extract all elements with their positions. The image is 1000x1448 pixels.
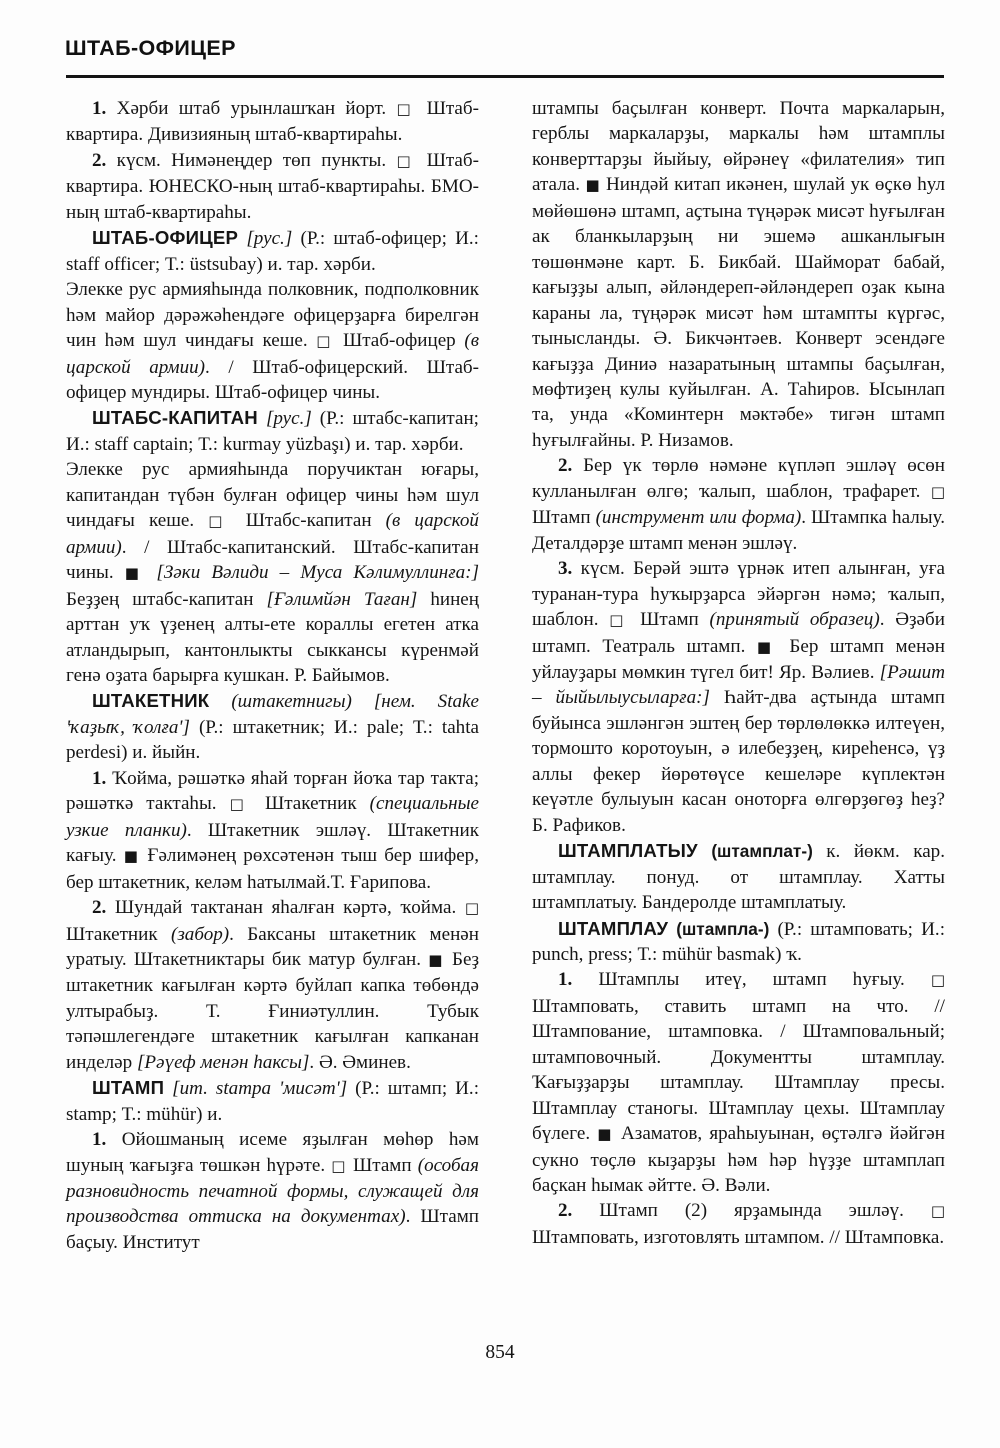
sense-marker: ■ xyxy=(428,950,445,969)
sense-marker: ■ xyxy=(124,564,146,583)
sense-number: 1. xyxy=(92,767,107,789)
entry-paragraph: Элекке рус армияһында полковник, подполковник һәм майор дәрәжәһендәге офицерҙарға бирелгән чин һәм шул чиндағы кеше. □ Штаб-офицер (в царской армии). / Штаб-офицерский. Штаб-офицер мундиры. Штаб-офицер чины. xyxy=(66,279,480,403)
right-column xyxy=(532,96,945,1250)
gloss: (в царской армии) xyxy=(66,330,479,378)
sense-marker: □ xyxy=(464,899,479,918)
gloss: (штакетнигы) xyxy=(231,691,352,713)
sense-number: 2. xyxy=(558,1200,573,1222)
sense-marker: □ xyxy=(208,512,232,531)
sense-marker: □ xyxy=(930,1202,945,1221)
sense-marker: □ xyxy=(316,332,335,351)
dictionary-entry: ШТАМП [ит. stampa 'мисәт'] (Р.: штамп; И.: stamp; Т.: mühür) и. xyxy=(66,1077,479,1125)
entry-paragraph: 2. Бер үк төрлө нәмәне күпләп эшләү өсөн кулланылған өлгө; ҡалып, шаблон, трафарет. □ Штамп (инструмент или форма). Штампка һалыу. Деталдәрҙе штамп менән эшләү. xyxy=(532,455,945,554)
running-head: ШТАБ-ОФИЦЕР xyxy=(65,36,236,60)
entry-paragraph: 3. күсм. Берәй эштә үрнәк итеп алынған, уға туранан-тура һуҡырҙарса эйәргән нәмә; ҡалып, шаблон. □ Штамп (принятый образец). Әҙәби штамп. Театраль штамп. ■ Бер штамп менән уйлауҙары мөмкин түгел бит! Яр. Вәлиев. [Рәшит – йыйылыусыларға:] Һайт-два аҫтында штамп буйынса эшләнгән эштең бер төрлөлөккә илтеүен, тормошто коротоуын, ә илебеҙҙең, киреһенсә, үҙ аллы фекер йөрөтөүсе кешеләре күплектән кеүәтле булыуын касан оноторға өлгөрҙөгөҙ һеҙ? Б. Рафиков. xyxy=(532,558,945,836)
headword-form: (штампла-) xyxy=(676,918,770,939)
bracket-note: [рус.] xyxy=(265,408,312,430)
sense-marker: □ xyxy=(331,1156,347,1175)
sense-marker: □ xyxy=(609,611,630,630)
sense-number: 1. xyxy=(558,969,573,991)
sense-marker: ■ xyxy=(756,637,778,656)
sense-number: 3. xyxy=(558,558,573,580)
gloss: (специальные узкие планки) xyxy=(66,793,479,841)
entry-paragraph: Элекке рус армияһында поручиктан юғары, капитандан түбән булған офицер чины һәм шул чиндағы кеше. □ Штабс-капитан (в царской армии). / Штабс-капитанский. Штабс-капитан чины. ■ [Зәки Вәлиди – Муса Кәлимуллинға:] Беҙҙең штабс-капитан [Ғәлимйән Таған] һинең арттан уҡ үҙенең алты-ете кораллы егетен атка атландырып, кантонлыкты сыккансы күренмәй генә оҙата барырға кушкан. Р. Байымов. xyxy=(66,459,480,686)
dictionary-entry: ШТАБС-КАПИТАН [рус.] (Р.: штабс-капитан; И.: staff captain; Т.: kurmay yüzbaşı) и. тар. хәрби. xyxy=(66,407,479,455)
dictionary-entry: ШТАМПЛАУ (штампла-) (Р.: штамповать; И.: punch, press; Т.: mühür basmak) ҡ. xyxy=(532,917,945,965)
headword: ШТАМПЛАУ xyxy=(558,917,669,939)
sense-marker: ■ xyxy=(585,176,601,195)
sense-marker: ■ xyxy=(597,1125,614,1144)
sense-number: 1. xyxy=(92,1129,107,1151)
headword: ШТАКЕТНИК xyxy=(92,690,210,712)
dictionary-entry: ШТАБ-ОФИЦЕР [рус.] (Р.: штаб-офицер; И.: staff officer; Т.: üstsubay) и. тар. хәрби. xyxy=(66,227,479,275)
gloss: (в царской армии) xyxy=(66,510,479,558)
gloss: (особая разновидность печатной формы, служащей для производства оттиска на документах) xyxy=(66,1154,479,1228)
headword: ШТАМП xyxy=(92,1077,165,1099)
sense-number: 2. xyxy=(92,897,107,919)
left-column xyxy=(66,96,479,1255)
entry-paragraph: 2. күсм. Нимәнеңдер төп пункты. □ Штаб-квартира. ЮНЕСКО-ның штаб-квартираһы. БМО-ның штаб-квартираһы. xyxy=(66,149,479,223)
bracket-note: [ит. stampa 'мисәт'] xyxy=(172,1078,348,1100)
headword-form: (штамплат-) xyxy=(711,841,813,862)
headword: ШТАМПЛАТЫУ xyxy=(558,840,698,862)
sense-number: 2. xyxy=(92,149,107,171)
header-rule xyxy=(66,75,944,78)
entry-paragraph: 1. Хәрби штаб урынлашҡан йорт. □ Штаб-квартира. Дивизияның штаб-квартираһы. xyxy=(66,98,479,146)
dictionary-entry: ШТАМПЛАТЫУ (штамплат-) к. йөкм. кар. штамплау. понуд. от штамплау. Хатты штамплатыу. Бандеролде штамплатыу. xyxy=(532,840,945,914)
entry-paragraph: 1. Ҡойма, рәшәткә яһай торған йоҡа тар такта; рәшәткә тактаһы. □ Штакетник (специальные узкие планки). Штакетник эшләү. Штакетник кағыу. ■ Ғәлимәнең рөхсәтенән тыш бер шифер, бер штакетник, келәм һатылмай.Т. Ғарипова. xyxy=(66,767,479,893)
gloss: (принятый образец) xyxy=(709,609,880,631)
entry-paragraph: 1. Ойошманың исеме яҙылған мөһөр һәм шуның ҡағыҙға төшкән һүрәте. □ Штамп (особая разновидность печатной формы, служащей для производства оттиска на документах). Штамп баҫыу. Институт xyxy=(66,1129,479,1253)
sense-marker: □ xyxy=(396,151,417,170)
bracket-note: [нем. Stake 'ҡаҙыҡ, ҡолға'] xyxy=(66,691,479,738)
page-number: 854 xyxy=(485,1342,515,1363)
sense-marker: □ xyxy=(930,482,945,501)
gloss: (инструмент или форма) xyxy=(595,507,802,529)
sense-number: 2. xyxy=(558,455,573,477)
gloss: (забор) xyxy=(171,923,230,945)
entry-paragraph: штампы баҫылған конверт. Почта маркаларын, герблы маркаларҙы, маркалы һәм штамплы конверттарҙы йыйыу, өйрәнеү «филателия» тип атала. ■ Ниндәй китап икәнен, шулай ук өҫкө һул мөйөшөнә штамп, аҫтына түңәрәк мисәт һуғылған ак бланкыларҙың ни эшемә ашканлығын төшөнмәне карт. Б. Бикбай. Шайморат бабай, кағыҙҙы алып, әйләндереп-әйләндереп оҙак кына караны ла, түңәрәк мисәт һәм штампты күргәс, тынысланды. Ә. Бикчәнтәев. Конверт эсендәге кағыҙҙа Диниә назаратының штампы баҫылған, мөфтиҙең кулы куйылған. А. Таһиров. Ысынлап та, унда «Коминтерн мәктәбе» тигән штамп һуғылғайны. Р. Низамов. xyxy=(532,98,945,451)
entry-paragraph: 1. Штамплы итеү, штамп һуғыу. □ Штамповать, ставить штамп на что. // Штампование, штамповка. / Штамповальный; штамповочный. Документты штамплау. Ҡағыҙҙарҙы штамплау. Штамплау пресы. Штамплау станогы. Штамплау цехы. Штамплау бүлеге. ■ Азаматов, яраһыуынан, өҫтәлгә йәйгән сукно төҫлө кыҙарҙы һәм һәр һүҙҙе штамплап баҫкан һымак әйтте. Ә. Вәли. xyxy=(532,969,945,1197)
headword: ШТАБС-КАПИТАН xyxy=(92,407,258,429)
bracket-note: [Рәшит – йыйылыусыларға:] xyxy=(532,661,945,709)
entry-paragraph: 2. Шундай тактанан яһалған кәртә, ҡойма. □ Штакетник (забор). Баксаны штакетник менән уратыу. Штакетниктары бик матур булған. ■ Беҙ штакетник кағылған кәртә буйлап капка төбөндә ултырабыҙ. Т. Ғиниәтуллин. Тубык тәпәшлегендәге штакетник кағылған капканан инделәр [Рәүеф менән һаксы]. Ә. Әминев. xyxy=(66,897,480,1073)
bracket-note: [Зәки Вәлиди – Муса Кәлимуллинға:] xyxy=(156,562,479,584)
entry-paragraph: 2. Штамп (2) ярҙамында эшләү. □ Штамповать, изготовлять штампом. // Штамповка. xyxy=(532,1200,945,1248)
sense-marker: □ xyxy=(396,100,417,118)
sense-number: 1. xyxy=(92,98,107,119)
dictionary-entry: ШТАКЕТНИК (штакетнигы) [нем. Stake 'ҡаҙыҡ, ҡолға'] (Р.: штакетник; И.: pale; Т.: tahta perdesi) и. йыйн. xyxy=(66,690,479,764)
sense-marker: ■ xyxy=(123,847,141,866)
bracket-note: [рус.] xyxy=(246,228,293,250)
sense-marker: □ xyxy=(229,795,252,814)
bracket-note: [Ғәлимйән Таған] xyxy=(266,588,418,610)
sense-marker: □ xyxy=(930,971,945,990)
headword: ШТАБ-ОФИЦЕР xyxy=(92,227,239,249)
bracket-note: [Рәүеф менән һаксы] xyxy=(136,1051,310,1073)
